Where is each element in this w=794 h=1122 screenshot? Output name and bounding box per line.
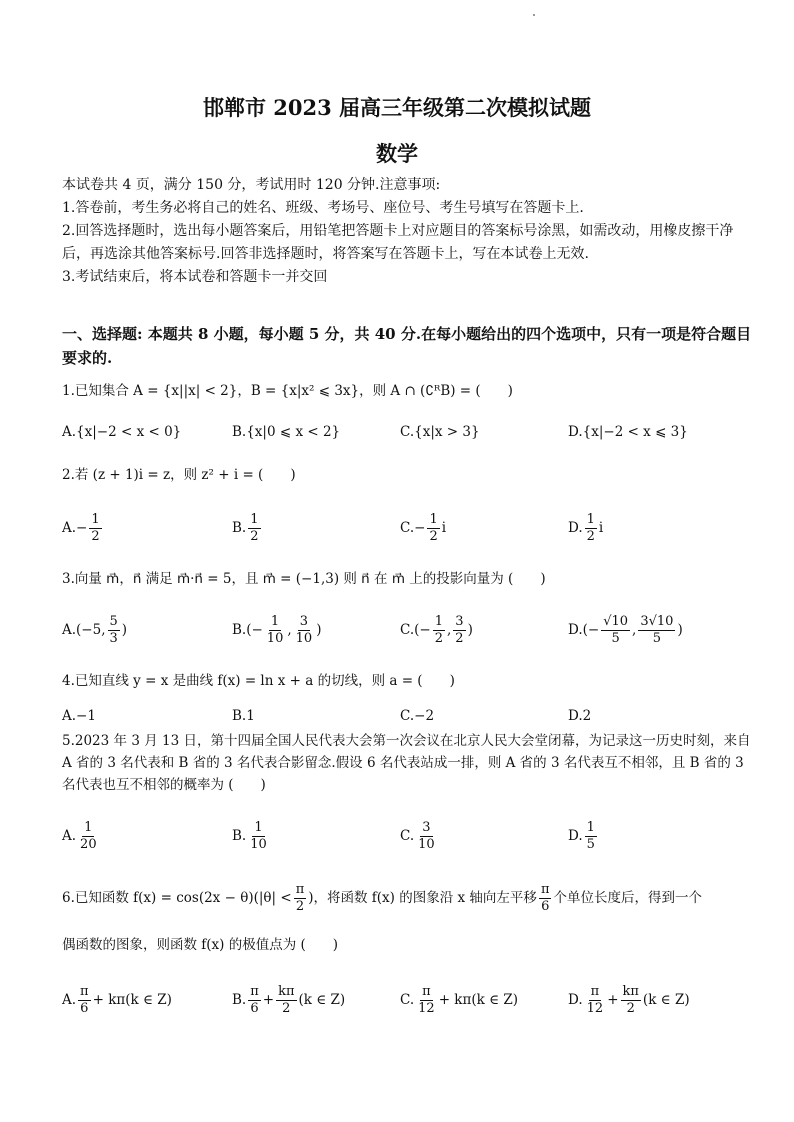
denominator: 10 [266, 630, 284, 646]
option-label: A.− [62, 520, 88, 536]
option-c [400, 980, 518, 1020]
question-stem: 4.已知直线 y = x 是曲线 f(x) = ln x + a 的切线，则 a = ( ) [62, 673, 455, 689]
option-a [62, 980, 172, 1020]
instruction-line: 本试卷共 4 页，满分 150 分，考试用时 120 分钟.注意事项: [62, 177, 441, 193]
denominator: 6 [80, 1000, 89, 1016]
fraction [108, 614, 120, 647]
denominator: 5 [586, 836, 595, 852]
option-a [62, 816, 101, 856]
option-label: C. [400, 828, 415, 844]
stem-part: 个单位长度后，得到一个 [553, 890, 702, 906]
numerator: 1 [91, 511, 100, 527]
fraction [294, 882, 307, 915]
option-d [568, 980, 690, 1020]
numerator: 1 [429, 511, 438, 527]
denominator: 5 [652, 630, 662, 646]
fraction [294, 614, 315, 647]
denominator: 2 [282, 1000, 291, 1016]
numerator: 5 [109, 613, 118, 629]
option-a: A.−1 [62, 708, 96, 724]
option-d: D.(− $\frac{√10}{5}$ , $\frac{3√10}{5}$ ) [568, 613, 683, 646]
numerator: π [250, 983, 259, 999]
question-stem [62, 878, 752, 918]
fraction [416, 820, 437, 853]
fraction [248, 820, 269, 853]
denominator: 6 [250, 1000, 259, 1016]
fraction [265, 614, 286, 647]
question-stem: 2.若 (z + 1)i = z，则 z² + i = ( ) [62, 467, 296, 483]
q1-options [62, 412, 752, 452]
numerator: 3 [422, 819, 431, 835]
fraction [601, 614, 630, 647]
denominator: 12 [586, 1000, 604, 1016]
option-b: B.(− $\frac{1}{10}$ , $\frac{3}{10}$ ) [232, 613, 322, 646]
denominator: 3 [109, 630, 118, 646]
denominator: 2 [250, 528, 259, 544]
numerator: π [295, 881, 305, 897]
denominator: 2 [295, 898, 305, 914]
option-label: D. [568, 992, 583, 1008]
denominator: 2 [429, 528, 438, 544]
option-b: B.1 [232, 708, 255, 724]
denominator: 5 [611, 630, 620, 646]
fraction [416, 984, 437, 1017]
numerator: π [540, 881, 550, 897]
option-label: B.(− [232, 622, 263, 638]
option-label: B. [232, 828, 247, 844]
option-label: C.(− [400, 622, 431, 638]
option-tail: + kπ(k ∈ Z) [438, 992, 519, 1008]
option-c: C.{x|x > 3} [400, 424, 480, 440]
q2-options [62, 508, 752, 548]
option-d: D.{x|−2 < x ⩽ 3} [568, 424, 688, 440]
option-b [232, 980, 345, 1020]
option-label: C. [400, 992, 415, 1008]
question-stem: 3.向量 m⃗，n⃗ 满足 m⃗·n⃗ = 5，且 m⃗ = (−1,3) 则 n⃗ 在 m⃗ 上的投影向量为 ( ) [62, 571, 546, 587]
stem-part: 6.已知函数 f(x) = cos(2x − θ)(|θ| < [62, 890, 292, 906]
denominator: 2 [626, 1000, 635, 1016]
q6-options [62, 980, 752, 1020]
numerator: kπ [278, 983, 295, 999]
q3-options [62, 610, 752, 650]
plus-sign: + [607, 992, 619, 1008]
option-label: A. [62, 992, 77, 1008]
subject-title: 数学 [376, 141, 418, 166]
fraction [585, 984, 606, 1017]
fraction [621, 984, 641, 1017]
denominator: 2 [455, 630, 464, 646]
numerator: 3 [299, 613, 309, 629]
fraction [248, 984, 261, 1017]
option-tail: + kπ(k ∈ Z) [92, 992, 172, 1008]
fraction [248, 512, 260, 545]
numerator: π [590, 983, 600, 999]
option-b [232, 816, 271, 856]
denominator: 10 [418, 836, 435, 852]
exam-title: 邯郸市 2023 届高三年级第二次模拟试题 [202, 95, 592, 120]
option-d [568, 508, 603, 548]
instruction-line: 1.答卷前，考生务必将自己的姓名、班级、考场号、座位号、考生号填写在答题卡上. [62, 200, 584, 216]
option-c: C.−2 [400, 708, 435, 724]
denominator: 10 [295, 630, 313, 646]
section-heading: 一、选择题: 本题共 8 小题，每小题 5 分，共 40 分.在每小题给出的四个选项中，只有一项是符合题目要求的. [62, 325, 752, 367]
denominator: 2 [586, 528, 595, 544]
denominator: 20 [80, 836, 97, 852]
fraction [276, 984, 296, 1017]
option-label: D. [568, 828, 583, 844]
denominator: 6 [541, 898, 550, 914]
option-label: C.− [400, 520, 426, 536]
stem-part: )，将函数 f(x) 的图象沿 x 轴向左平移 [308, 890, 537, 906]
question-stem: 1.已知集合 A = {x||x| < 2}，B = {x|x² ⩽ 3x}，则 A ∩ (∁ᴿB) = ( ) [62, 383, 513, 399]
instructions [62, 174, 752, 289]
question-3 [62, 568, 752, 590]
numerator: 1 [84, 819, 93, 835]
numerator: 1 [586, 511, 595, 527]
scan-speck [533, 14, 535, 16]
numerator: √10 [603, 613, 629, 629]
denominator: 12 [418, 1000, 435, 1016]
option-d: D.2 [568, 708, 592, 724]
fraction [78, 820, 99, 853]
question-1 [62, 380, 752, 402]
denominator: 2 [434, 630, 443, 646]
numerator: 3√10 [640, 613, 674, 629]
numerator: kπ [622, 983, 639, 999]
q5-options [62, 816, 752, 856]
fraction [427, 512, 439, 545]
option-c: C.(− $\frac{1}{2}$ , $\frac{3}{2}$ ) [400, 613, 473, 646]
question-stem-line2: 偶函数的图象，则函数 f(x) 的极值点为 ( ) [62, 937, 339, 953]
option-label: B. [232, 992, 247, 1008]
denominator: 2 [91, 528, 100, 544]
instruction-line: 2.回答选择题时，选出每小题答案后，用铅笔把答题卡上对应题目的答案标号涂黑，如需改动，用橡皮擦干净后，再选涂其他答案标号.回答非选择题时，将答案写在答题卡上，写在本试卷上无效. [62, 223, 734, 262]
fraction [89, 512, 101, 545]
imaginary-unit: i [598, 520, 604, 536]
fraction [539, 882, 552, 915]
denominator: 10 [250, 836, 267, 852]
option-c [400, 816, 439, 856]
question-4 [62, 670, 752, 692]
numerator: 1 [270, 613, 280, 629]
option-c [400, 508, 446, 548]
question-stem: 5.2023 年 3 月 13 日，第十四届全国人民代表大会第一次会议在北京人民大会堂闭幕，为记录这一历史时刻，来自 A 省的 3 名代表和 B 省的 3 名代表合影留念.假设 6 名代表站成一排，则 A 省的 3 名代表互不相邻，且 B 省的 3 名代表也互不相邻的概率为 ( ) [62, 733, 751, 793]
question-6 [62, 878, 752, 956]
option-tail: (k ∈ Z) [298, 992, 346, 1008]
fraction [78, 984, 91, 1017]
fraction [585, 820, 597, 853]
numerator: 1 [254, 819, 263, 835]
option-tail: (k ∈ Z) [642, 992, 690, 1008]
imaginary-unit: i [441, 520, 447, 536]
option-a [62, 508, 104, 548]
close-paren: ) [316, 622, 322, 638]
option-b [232, 508, 263, 548]
option-label: B. [232, 520, 247, 536]
numerator: 1 [586, 819, 595, 835]
numerator: π [422, 983, 431, 999]
numerator: 1 [250, 511, 259, 527]
close-paren: ) [121, 622, 128, 638]
option-label: A. [62, 828, 77, 844]
plus-sign: + [262, 992, 275, 1008]
close-paren: ) [677, 622, 683, 638]
question-2 [62, 464, 752, 486]
question-5 [62, 730, 752, 796]
option-d [568, 816, 599, 856]
option-b: B.{x|0 ⩽ x < 2} [232, 424, 341, 440]
option-label: D.(− [568, 622, 600, 638]
option-a [62, 610, 127, 650]
option-a: A.{x|−2 < x < 0} [62, 424, 182, 440]
numerator: 3 [455, 613, 464, 629]
option-label: D. [568, 520, 583, 536]
fraction [453, 614, 465, 647]
fraction [585, 512, 597, 545]
numerator: π [80, 983, 89, 999]
fraction [638, 614, 675, 647]
close-paren: ) [467, 622, 473, 638]
fraction [433, 614, 445, 647]
option-label: A.(−5, [62, 622, 106, 638]
numerator: 1 [434, 613, 443, 629]
instruction-line: 3.考试结束后，将本试卷和答题卡一并交回 [62, 269, 328, 285]
